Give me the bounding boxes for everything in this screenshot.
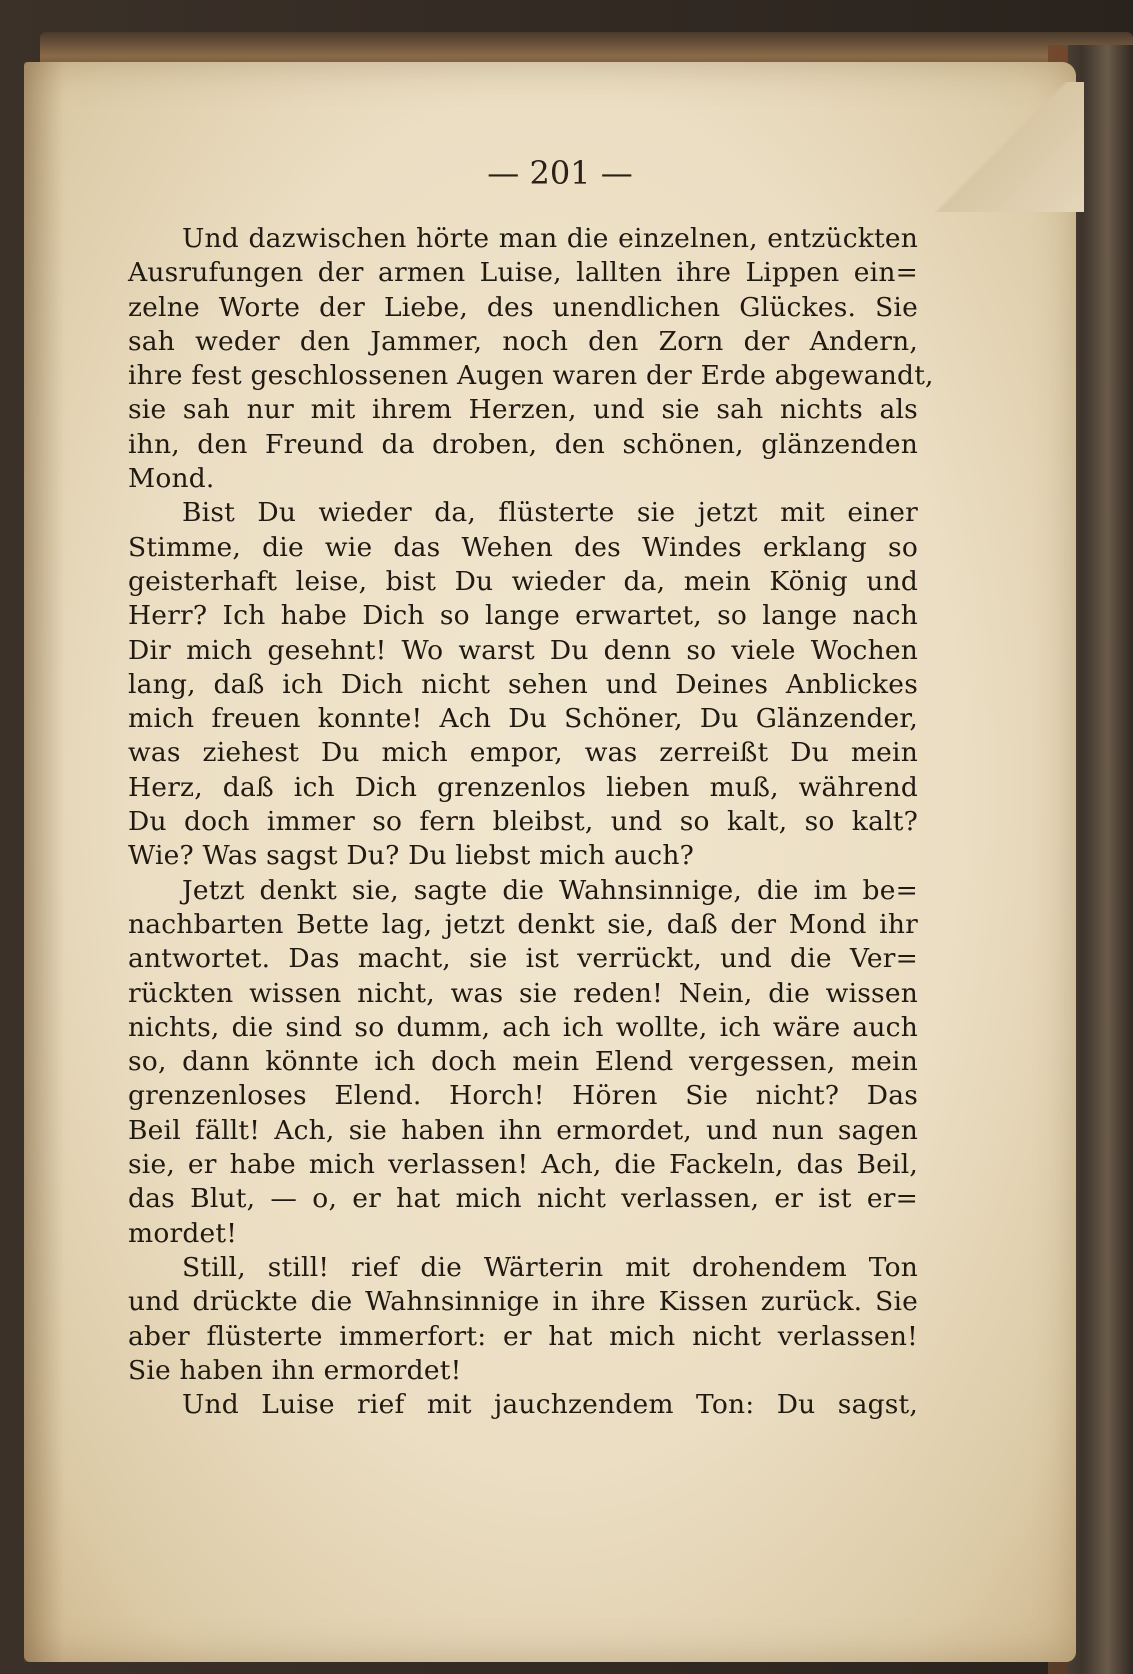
spine-shadow bbox=[24, 62, 64, 1662]
text-line: ihre fest geschlossenen Augen waren der Erde abgewandt, bbox=[128, 360, 934, 392]
page-number: — 201 — bbox=[487, 154, 633, 192]
text-line: Und dazwischen hörte man die einzelnen, entzückten bbox=[182, 223, 918, 254]
text-line: so, dann könnte ich doch mein Elend vergessen, mein bbox=[128, 1046, 918, 1078]
text-line: das Blut, — o, er hat mich nicht verlassen, er ist er= bbox=[128, 1183, 918, 1215]
text-line: Sie haben ihn ermordet! bbox=[128, 1354, 462, 1386]
text-line: nachbarten Bette lag, jetzt denkt sie, daß der Mond ihr bbox=[128, 908, 918, 940]
text-line: sie sah nur mit ihrem Herzen, und sie sah nichts als bbox=[128, 394, 918, 426]
text-line: ihn, den Freund da droben, den schönen, glänzenden bbox=[128, 428, 918, 460]
text-line: rückten wissen nicht, was sie reden! Nein, die wissen bbox=[128, 977, 918, 1009]
text-line: Du doch immer so fern bleibst, und so kalt, so kalt? bbox=[128, 806, 918, 838]
text-line: Stimme, die wie das Wehen des Windes erklang so bbox=[128, 531, 918, 563]
text-line: Wie? Was sagst Du? Du liebst mich auch? bbox=[128, 840, 695, 872]
text-line: Still, still! rief die Wärterin mit drohendem Ton bbox=[182, 1251, 918, 1283]
text-line: Herz, daß ich Dich grenzenlos lieben muß, während bbox=[128, 771, 918, 803]
text-line: was ziehest Du mich empor, was zerreißt Du mein bbox=[128, 737, 918, 769]
text-line: lang, daß ich Dich nicht sehen und Deines Anblickes bbox=[128, 668, 918, 700]
text-line: zelne Worte der Liebe, des unendlichen Glückes. Sie bbox=[128, 291, 918, 323]
text-line: Beil fällt! Ach, sie haben ihn ermordet, und nun sagen bbox=[128, 1114, 918, 1146]
text-line: Ausrufungen der armen Luise, lallten ihre Lippen ein= bbox=[128, 257, 918, 289]
text-line: aber flüsterte immerfort: er hat mich nicht verlassen! bbox=[128, 1320, 918, 1352]
text-line: und drückte die Wahnsinnige in ihre Kissen zurück. Sie bbox=[128, 1286, 918, 1318]
text-line: geisterhaft leise, bist Du wieder da, mein König und bbox=[128, 565, 918, 597]
text-line: grenzenloses Elend. Horch! Hören Sie nicht? Das bbox=[128, 1080, 918, 1112]
body-text bbox=[128, 222, 934, 1422]
text-line: Jetzt denkt sie, sagte die Wahnsinnige, die im be= bbox=[182, 874, 918, 906]
text-line: Dir mich gesehnt! Wo warst Du denn so viele Wochen bbox=[128, 634, 918, 666]
text-line: Mond. bbox=[128, 463, 215, 495]
text-line: mordet! bbox=[128, 1217, 238, 1249]
text-line: sie, er habe mich verlassen! Ach, die Fackeln, das Beil, bbox=[128, 1149, 918, 1181]
text-line: sah weder den Jammer, noch den Zorn der Andern, bbox=[128, 325, 918, 357]
text-line: Herr? Ich habe Dich so lange erwartet, so lange nach bbox=[128, 600, 918, 632]
page-corner-fold bbox=[924, 82, 1084, 212]
text-line: Und Luise rief mit jauchzendem Ton: Du sagst, bbox=[182, 1389, 918, 1421]
text-line: nichts, die sind so dumm, ach ich wollte, ich wäre auch bbox=[128, 1011, 918, 1043]
text-line: mich freuen konnte! Ach Du Schöner, Du Glänzender, bbox=[128, 703, 918, 735]
text-line: antwortet. Das macht, sie ist verrückt, und die Ver= bbox=[128, 943, 918, 975]
text-line: Bist Du wieder da, flüsterte sie jetzt mit einer bbox=[182, 497, 918, 529]
